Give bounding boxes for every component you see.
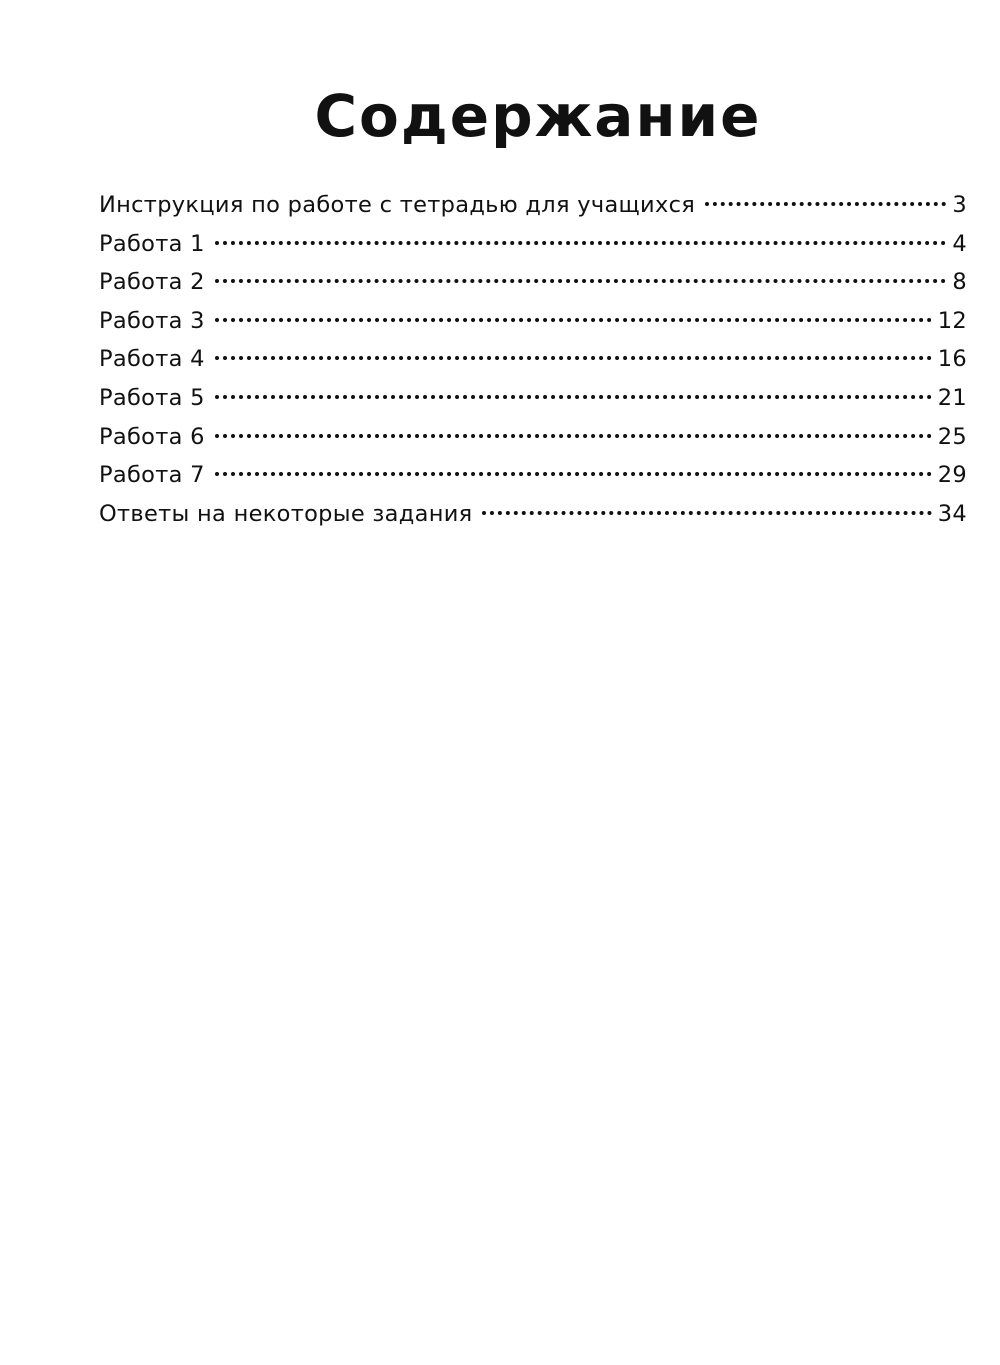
toc-entry [99, 186, 967, 225]
toc-dot-leader [215, 472, 932, 476]
toc-entry-label: Работа 4 [99, 346, 205, 373]
toc-entry [99, 263, 967, 302]
toc-entry-page: 21 [937, 384, 967, 411]
toc-entry [99, 225, 967, 264]
toc-dot-leader [215, 434, 932, 438]
toc-entry-label: Работа 6 [99, 423, 205, 450]
toc-entry-page: 8 [952, 269, 967, 296]
toc-entry [99, 379, 967, 418]
toc-dot-leader [215, 356, 932, 360]
toc-entry-label: Работа 7 [99, 462, 205, 489]
toc-entry-page: 34 [937, 500, 967, 527]
toc-entry-page: 25 [937, 423, 967, 450]
toc-dot-leader [705, 202, 946, 206]
toc-entry-page: 3 [952, 192, 967, 218]
toc-entry [99, 456, 967, 495]
table-of-contents [99, 186, 967, 533]
toc-dot-leader [215, 279, 947, 283]
toc-entry-label: Работа 3 [99, 307, 205, 334]
toc-dot-leader [215, 241, 947, 245]
page-title: Содержание [314, 82, 762, 150]
toc-dot-leader [215, 395, 932, 399]
toc-entry-page: 16 [937, 346, 967, 373]
toc-entry-page: 12 [937, 307, 967, 334]
toc-dot-leader [215, 318, 932, 322]
toc-entry [99, 302, 967, 341]
toc-entry-page: 4 [952, 230, 967, 257]
toc-dot-leader [482, 511, 931, 515]
toc-entry-label: Инструкция по работе с тетрадью для учащихся [99, 192, 696, 218]
toc-entry-label: Ответы на некоторые задания [99, 500, 473, 527]
toc-entry-label: Работа 2 [99, 269, 205, 296]
toc-entry [99, 495, 967, 534]
toc-entry-label: Работа 1 [99, 230, 205, 257]
toc-entry [99, 340, 967, 379]
toc-entry-label: Работа 5 [99, 384, 205, 411]
toc-entry [99, 418, 967, 457]
toc-entry-page: 29 [937, 462, 967, 489]
